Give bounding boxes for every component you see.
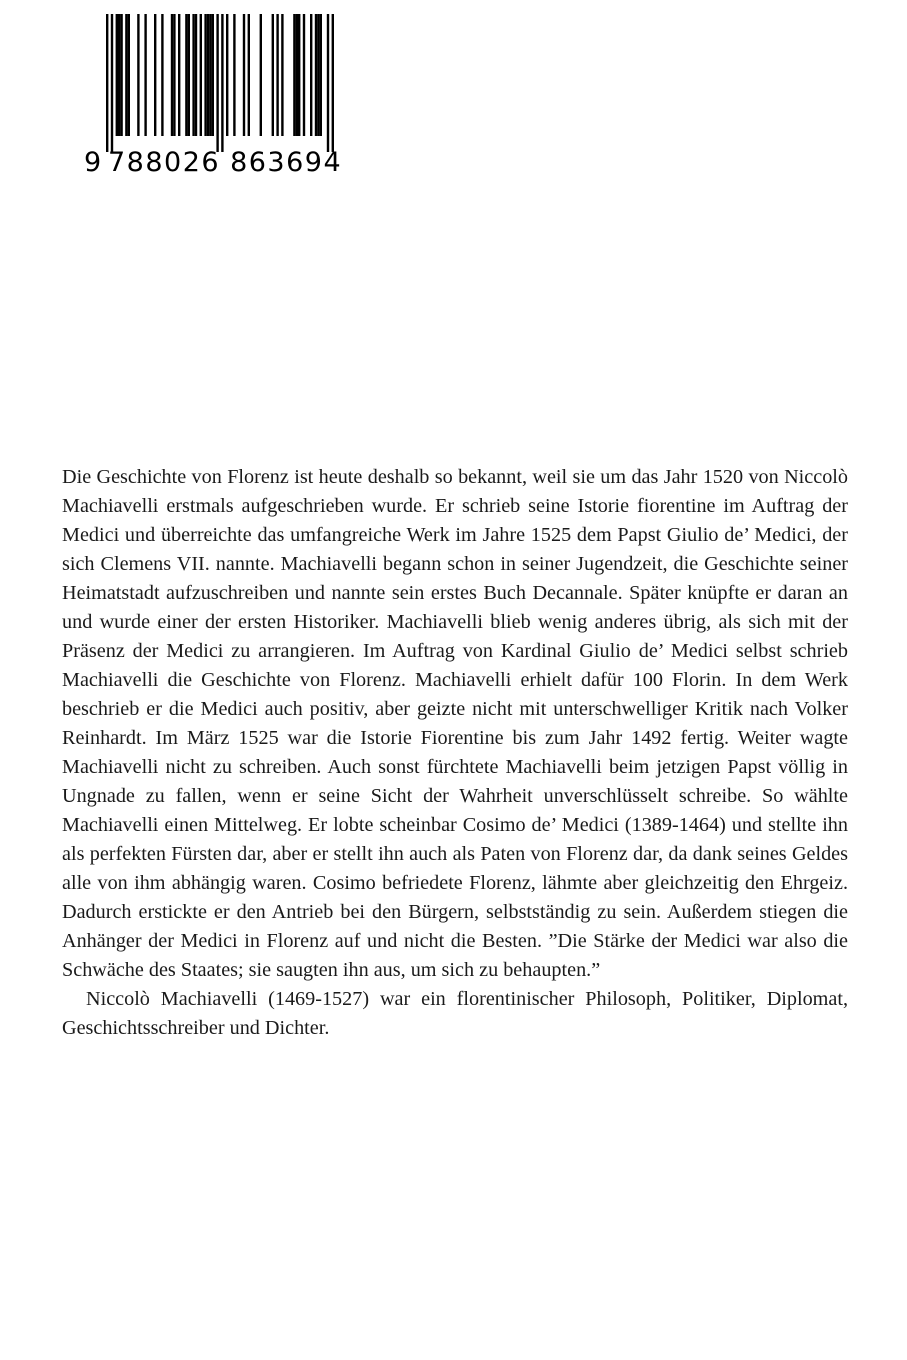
author-note: Niccolò Machiavelli (1469-1527) war ein florentinischer Philosoph, Politiker, Diplomat, Geschichtsschreiber und Dichter. bbox=[62, 988, 848, 1039]
barcode-bar bbox=[212, 14, 214, 136]
barcode-bar bbox=[248, 14, 250, 136]
barcode-bar bbox=[111, 14, 113, 152]
barcode-bar bbox=[332, 14, 334, 152]
barcode-bar bbox=[128, 14, 130, 136]
barcode-bar bbox=[171, 14, 173, 136]
barcode-bar bbox=[185, 14, 187, 136]
isbn-left-group: 788026 bbox=[108, 147, 221, 178]
barcode-bar bbox=[106, 14, 108, 152]
barcode-bar bbox=[178, 14, 180, 136]
barcode bbox=[84, 14, 346, 178]
barcode-bar bbox=[195, 14, 197, 136]
barcode-bar bbox=[272, 14, 274, 136]
barcode-bar bbox=[144, 14, 146, 136]
barcode-bar bbox=[120, 14, 122, 136]
barcode-bar bbox=[192, 14, 194, 136]
barcode-bar bbox=[221, 14, 223, 152]
barcode-bar bbox=[320, 14, 322, 136]
barcode-bar bbox=[310, 14, 312, 136]
barcode-bar bbox=[207, 14, 209, 136]
barcode-bar bbox=[188, 14, 190, 136]
barcode-bar bbox=[161, 14, 163, 136]
isbn-first-digit: 9 bbox=[84, 147, 103, 178]
barcode-bar bbox=[118, 14, 120, 136]
barcode-bar bbox=[209, 14, 211, 136]
barcode-icon bbox=[84, 14, 346, 152]
barcode-bar bbox=[233, 14, 235, 136]
barcode-bar bbox=[293, 14, 295, 136]
barcode-bar bbox=[137, 14, 139, 136]
barcode-bar bbox=[125, 14, 127, 136]
blurb-paragraph: Die Geschichte von Florenz ist heute deshalb so bekannt, weil sie um das Jahr 1520 von Niccolò Machiavelli erstmals aufgeschrieben wurde. Er schrieb seine Istorie fiorentine im Auftrag der Medici und überreichte das umfangreiche Werk im Jahre 1525 dem Papst Giulio de’ Medici, der sich Clemens VII. nannte. Machiavelli begann schon in seiner Jugendzeit, die Geschichte seiner Heimatstadt aufzuschreiben und nannte sein erstes Buch Decannale. Später knüpfte er daran an und wurde einer der ersten Historiker. Machiavelli blieb wenig anderes übrig, als sich mit der Präsenz der Medici zu arrangieren. Im Auftrag von Kardinal Giulio de’ Medici selbst schrieb Machiavelli die Geschichte von Florenz. Machiavelli erhielt dafür 100 Florin. In dem Werk beschrieb er die Medici auch positiv, aber geizte nicht mit unterschwelliger Kritik nach Volker Reinhardt. Im März 1525 war die Istorie Fiorentine bis zum Jahr 1492 fertig. Weiter wagte Machiavelli nicht zu schreiben. Auch sonst fürchtete Machiavelli beim jetzigen Papst völlig in Ungnade zu fallen, wenn er seine Sicht der Wahrheit unverschlüsselt schreibe. So wählte Machiavelli einen Mittelweg. Er lobte scheinbar Cosimo de’ Medici (1389-1464) und stellte ihn als perfekten Fürsten dar, aber er stellt ihn auch als Paten von Florenz dar, da dank seines Geldes alle von ihm abhängig waren. Cosimo befriedete Florenz, lähmte aber gleichzeitig den Ehrgeiz. Dadurch erstickte er den Antrieb bei den Bürgern, selbstständig zu sein. Außerdem stiegen die Anhänger der Medici in Florenz auf und nicht die Besten. ”Die Stärke der Medici war also die Schwäche des Staates; sie saugten ihn aus, um sich zu behaupten.” bbox=[62, 466, 848, 981]
barcode-bar bbox=[116, 14, 118, 136]
barcode-bar bbox=[315, 14, 317, 136]
barcode-bar bbox=[276, 14, 278, 136]
isbn-digits bbox=[84, 148, 346, 178]
barcode-bar bbox=[226, 14, 228, 136]
back-cover-text bbox=[62, 463, 848, 1043]
barcode-bar bbox=[204, 14, 206, 136]
isbn-right-group: 863694 bbox=[230, 147, 343, 178]
barcode-bar bbox=[298, 14, 300, 136]
barcode-bar bbox=[260, 14, 262, 136]
barcode-bar bbox=[296, 14, 298, 136]
barcode-bar bbox=[317, 14, 319, 136]
barcode-bar bbox=[327, 14, 329, 152]
barcode-bar bbox=[303, 14, 305, 136]
barcode-bar bbox=[173, 14, 175, 136]
barcode-bar bbox=[200, 14, 202, 136]
barcode-bar bbox=[281, 14, 283, 136]
barcode-bar bbox=[216, 14, 218, 152]
barcode-bar bbox=[154, 14, 156, 136]
barcode-bar bbox=[243, 14, 245, 136]
